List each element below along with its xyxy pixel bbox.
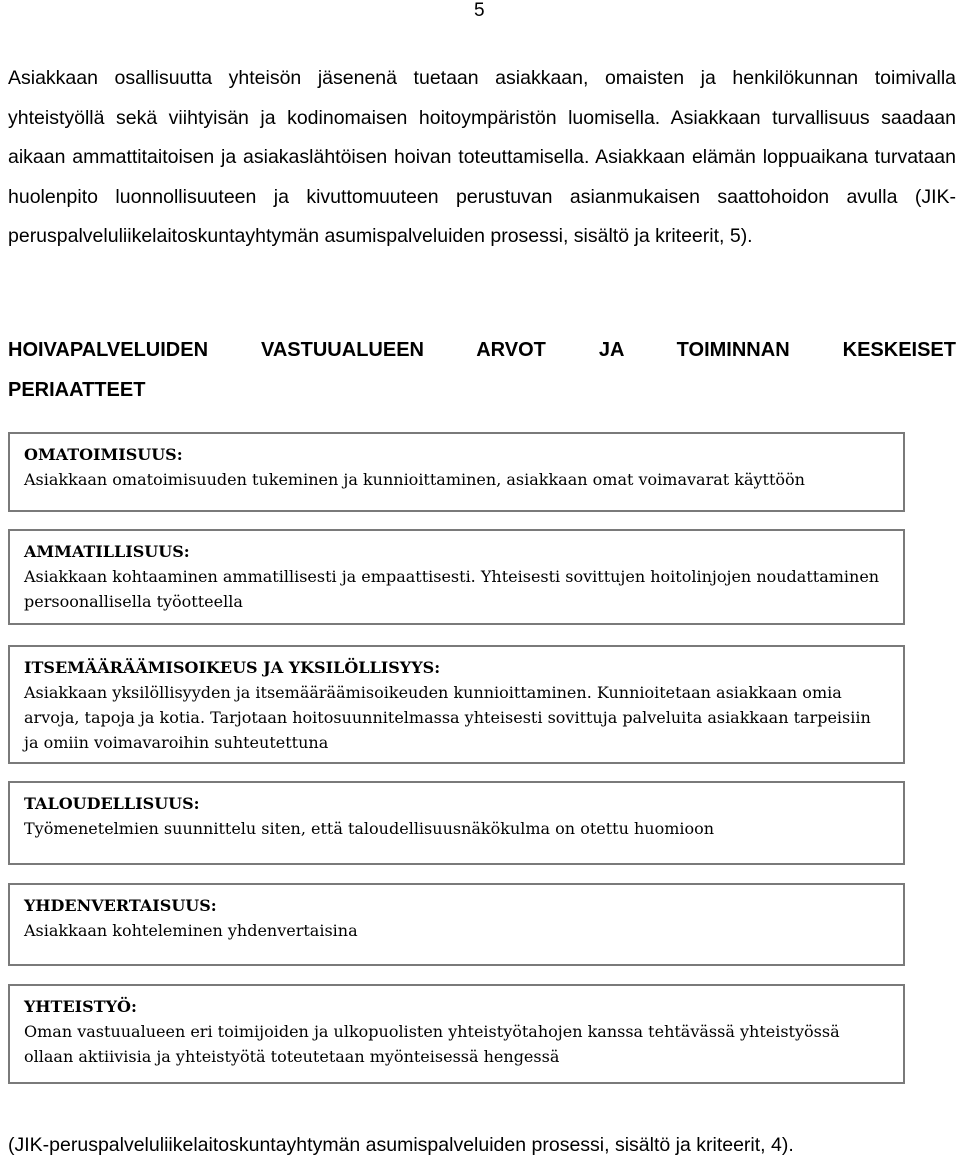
value-description: Asiakkaan yksilöllisyyden ja itsemääräämisoikeuden kunnioittaminen. Kunnioitetaan asiakkaan omia arvoja, tapoja ja kotia. Tarjotaan hoitosuunnitelmassa yhteisesti sovittuja palveluita asiakkaan tarpeisiin ja omiin voimavaroihin suhteutettuna (24, 683, 871, 752)
value-description: Asiakkaan kohteleminen yhdenvertaisina (24, 921, 358, 940)
value-box-itsemaaraamisoikeus (8, 645, 905, 764)
intro-paragraph: Asiakkaan osallisuutta yhteisön jäsenenä tuetaan asiakkaan, omaisten ja henkilökunnan toimivalla yhteistyöllä sekä viihtyisän ja kodinomaisen hoitoympäristön luomisella. Asiakkaan turvallisuus saadaan aikaan ammattitaitoisen ja asiakaslähtöisen hoivan toteuttamisella. Asiakkaan elämän loppuaikana turvataan huolenpito luonnollisuuteen ja kivuttomuuteen perustuvan asianmukaisen saattohoidon avulla (JIK-peruspalveluliikelaitoskuntayhtymän asumispalveluiden prosessi, sisältö ja kriteerit, 5). (8, 67, 956, 248)
section-heading (8, 330, 956, 410)
value-title: ITSEMÄÄRÄÄMISOIKEUS JA YKSILÖLLISYYS: (24, 658, 441, 677)
section-heading-line-2: PERIAATTEET (8, 379, 146, 401)
value-title: TALOUDELLISUUS: (24, 794, 200, 813)
value-description: Työmenetelmien suunnittelu siten, että taloudellisuusnäkökulma on otettu huomioon (24, 819, 715, 838)
value-title: AMMATILLISUUS: (24, 542, 190, 561)
value-title: YHTEISTYÖ: (24, 997, 137, 1016)
value-description: Oman vastuualueen eri toimijoiden ja ulkopuolisten yhteistyötahojen kanssa tehtävässä yhteistyössä ollaan aktiivisia ja yhteistyötä toteutetaan myönteisessä hengessä (24, 1022, 840, 1066)
value-box-yhdenvertaisuus (8, 883, 905, 966)
value-description: Asiakkaan kohtaaminen ammatillisesti ja empaattisesti. Yhteisesti sovittujen hoitolinjojen noudattaminen persoonallisella työotteella (24, 567, 880, 611)
value-box-taloudellisuus (8, 781, 905, 865)
value-title: YHDENVERTAISUUS: (24, 896, 217, 915)
section-heading-line-1: HOIVAPALVELUIDEN VASTUUALUEEN ARVOT JA TOIMINNAN KESKEISET (8, 339, 956, 361)
page-number: 5 (474, 0, 485, 21)
value-title: OMATOIMISUUS: (24, 445, 183, 464)
value-description: Asiakkaan omatoimisuuden tukeminen ja kunnioittaminen, asiakkaan omat voimavarat käyttöön (24, 470, 805, 489)
value-box-omatoimisuus (8, 432, 905, 512)
value-box-ammatillisuus (8, 529, 905, 625)
value-box-yhteistyo (8, 984, 905, 1084)
footer-citation: (JIK-peruspalveluliikelaitoskuntayhtymän asumispalveluiden prosessi, sisältö ja kriteerit, 4). (8, 1134, 794, 1156)
